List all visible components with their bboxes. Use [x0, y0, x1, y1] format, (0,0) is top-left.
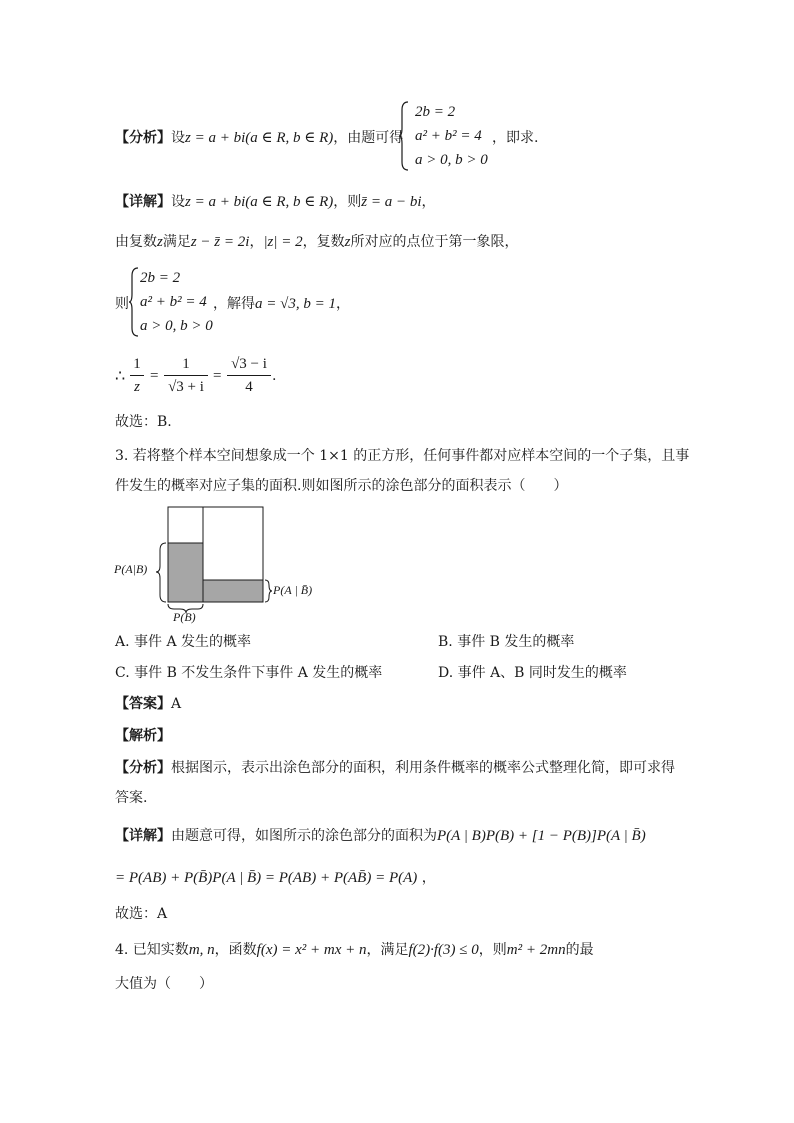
detail-text-a: 设 [171, 194, 185, 210]
answer-tag: 【答案】 [115, 696, 171, 712]
q4-text-d: ，则 [478, 942, 507, 958]
q3-figure [110, 500, 340, 630]
frac3-den: 4 [245, 379, 253, 395]
detail4-frac3 [227, 354, 271, 397]
q4-text-e: 的最 [565, 942, 594, 958]
detail3-system-eq1: 2b = 2 [140, 270, 181, 286]
detail3-system [140, 266, 213, 338]
q4-text-c: ，满足 [366, 942, 409, 958]
detail4-frac2 [164, 354, 208, 397]
jiexi-tag: 【解析】 [115, 728, 171, 744]
detail-line-2 [115, 232, 519, 252]
q3-analysis-tag: 【分析】 [115, 760, 171, 776]
analysis-expr: z = a + bi(a ∈ R, b ∈ R) [185, 130, 334, 146]
detail-line-1 [115, 192, 436, 212]
fig-label-bottom: P(B) [173, 610, 196, 624]
detail2-text-a: 由复数 [115, 234, 157, 250]
detail-line-3-prefix [115, 294, 129, 314]
option-d: D. 事件 A、B 同时发生的概率 [438, 665, 627, 681]
detail4-therefore: ∴ [115, 366, 126, 385]
q4-line-2: 大值为（ ） [115, 976, 213, 992]
detail-line-3-rest [213, 294, 350, 314]
frac1-den: z [134, 379, 140, 395]
q3-detail-expr: P(A | B)P(B) + [1 − P(B)]P(A | B̄) [437, 828, 646, 844]
detail2-text-d: 所对应的点位于第一象限， [350, 234, 519, 250]
option-c: C. 事件 B 不发生条件下事件 A 发生的概率 [115, 665, 383, 681]
frac2-den: √3 + i [168, 379, 204, 395]
q3-analysis-text: 根据图示，表示出涂色部分的面积，利用条件概率的概率公式整理化简，即可求得 [171, 760, 675, 776]
detail2-text-c: ，复数 [302, 234, 345, 250]
q3-detail-text: 由题意可得，如图所示的涂色部分的面积为 [171, 828, 437, 844]
detail-tag: 【详解】 [115, 194, 171, 210]
q4-vars: m, n [188, 942, 215, 958]
q4-cond: f(2)·f(3) ≤ 0 [408, 942, 479, 958]
analysis-line-1-end [492, 128, 538, 148]
detail-conj: z̄ = a − bi [361, 194, 422, 210]
shaded-region-left [168, 543, 203, 602]
choice-1: 故选：B. [115, 414, 172, 430]
q3-line-2: 件发生的概率对应子集的面积.则如图所示的涂色部分的面积表示（ ） [115, 478, 568, 494]
analysis-system-eq1: 2b = 2 [415, 104, 456, 120]
q4-text-a: 4. 已知实数 [115, 942, 189, 958]
analysis-system [415, 100, 488, 172]
q4-target: m² + 2mn [506, 942, 566, 958]
analysis-text-b: ，由题可得 [333, 130, 404, 146]
q4-func: f(x) = x² + mx + n [256, 942, 367, 958]
q4-line-1 [115, 940, 594, 960]
detail4-end: . [272, 368, 277, 384]
answer-value: A [171, 696, 182, 712]
q3-analysis-line-2: 答案. [115, 790, 148, 806]
frac3-num: √3 − i [231, 356, 267, 372]
detail3-result: a = √3, b = 1 [255, 296, 336, 312]
detail3-system-eq3: a > 0, b > 0 [140, 318, 213, 334]
analysis-line-1 [115, 128, 403, 148]
detail2-cond1: z − z̄ = 2i [190, 234, 250, 250]
answer-line [115, 694, 181, 714]
fig-label-right: P(A | B̄) [273, 583, 313, 597]
detail2-text-b: 满足 [162, 234, 191, 250]
detail3-text-a: ，解得 [213, 296, 255, 312]
detail2-z: z [157, 234, 163, 250]
detail4-frac1 [130, 354, 144, 397]
right-brace [265, 580, 272, 602]
option-a: A. 事件 A 发生的概率 [115, 634, 252, 650]
q3-detail-line2-end: ， [421, 870, 436, 886]
q3-detail-tag: 【详解】 [115, 828, 171, 844]
detail2-cond2: |z| = 2 [263, 234, 303, 250]
q4-text-b: ，函数 [214, 942, 257, 958]
frac1-num: 1 [133, 356, 141, 372]
analysis-tag: 【分析】 [115, 130, 171, 146]
detail3-system-brace [128, 266, 140, 343]
q3-analysis-line-1 [115, 758, 675, 778]
detail2-sep: ， [249, 234, 264, 250]
analysis-text-c: ，即求. [492, 130, 539, 146]
shaded-region-right [203, 580, 263, 602]
detail3-text-b: ， [335, 296, 350, 312]
analysis-text-a: 设 [171, 130, 185, 146]
q3-detail-line2-expr: = P(AB) + P(B̄)P(A | B̄) = P(AB) + P(AB̄) = P(A) [115, 870, 418, 886]
fig-label-left: P(A|B) [114, 562, 148, 576]
detail-text-b: ，则 [333, 194, 362, 210]
detail2-z-2: z [344, 234, 351, 250]
detail3-prefix: 则 [115, 296, 129, 312]
q3-line-1: 3. 若将整个样本空间想象成一个 1×1 的正方形，任何事件都对应样本空间的一个子集，且事 [115, 448, 690, 464]
q3-detail-line-2 [115, 868, 436, 888]
option-b: B. 事件 B 发生的概率 [438, 634, 575, 650]
detail-expr: z = a + bi(a ∈ R, b ∈ R) [185, 194, 334, 210]
detail-text-c: ， [421, 194, 436, 210]
analysis-system-eq2: a² + b² = 4 [415, 128, 482, 144]
q3-detail-line-1 [115, 826, 646, 846]
detail4-eq1: = [150, 368, 159, 384]
frac2-num: 1 [182, 356, 190, 372]
detail3-system-eq2: a² + b² = 4 [140, 294, 207, 310]
analysis-system-brace [398, 100, 410, 177]
q3-choice: 故选：A [115, 906, 168, 922]
detail4-eq2: = [213, 368, 222, 384]
analysis-system-eq3: a > 0, b > 0 [415, 152, 488, 168]
left-brace [156, 543, 166, 602]
